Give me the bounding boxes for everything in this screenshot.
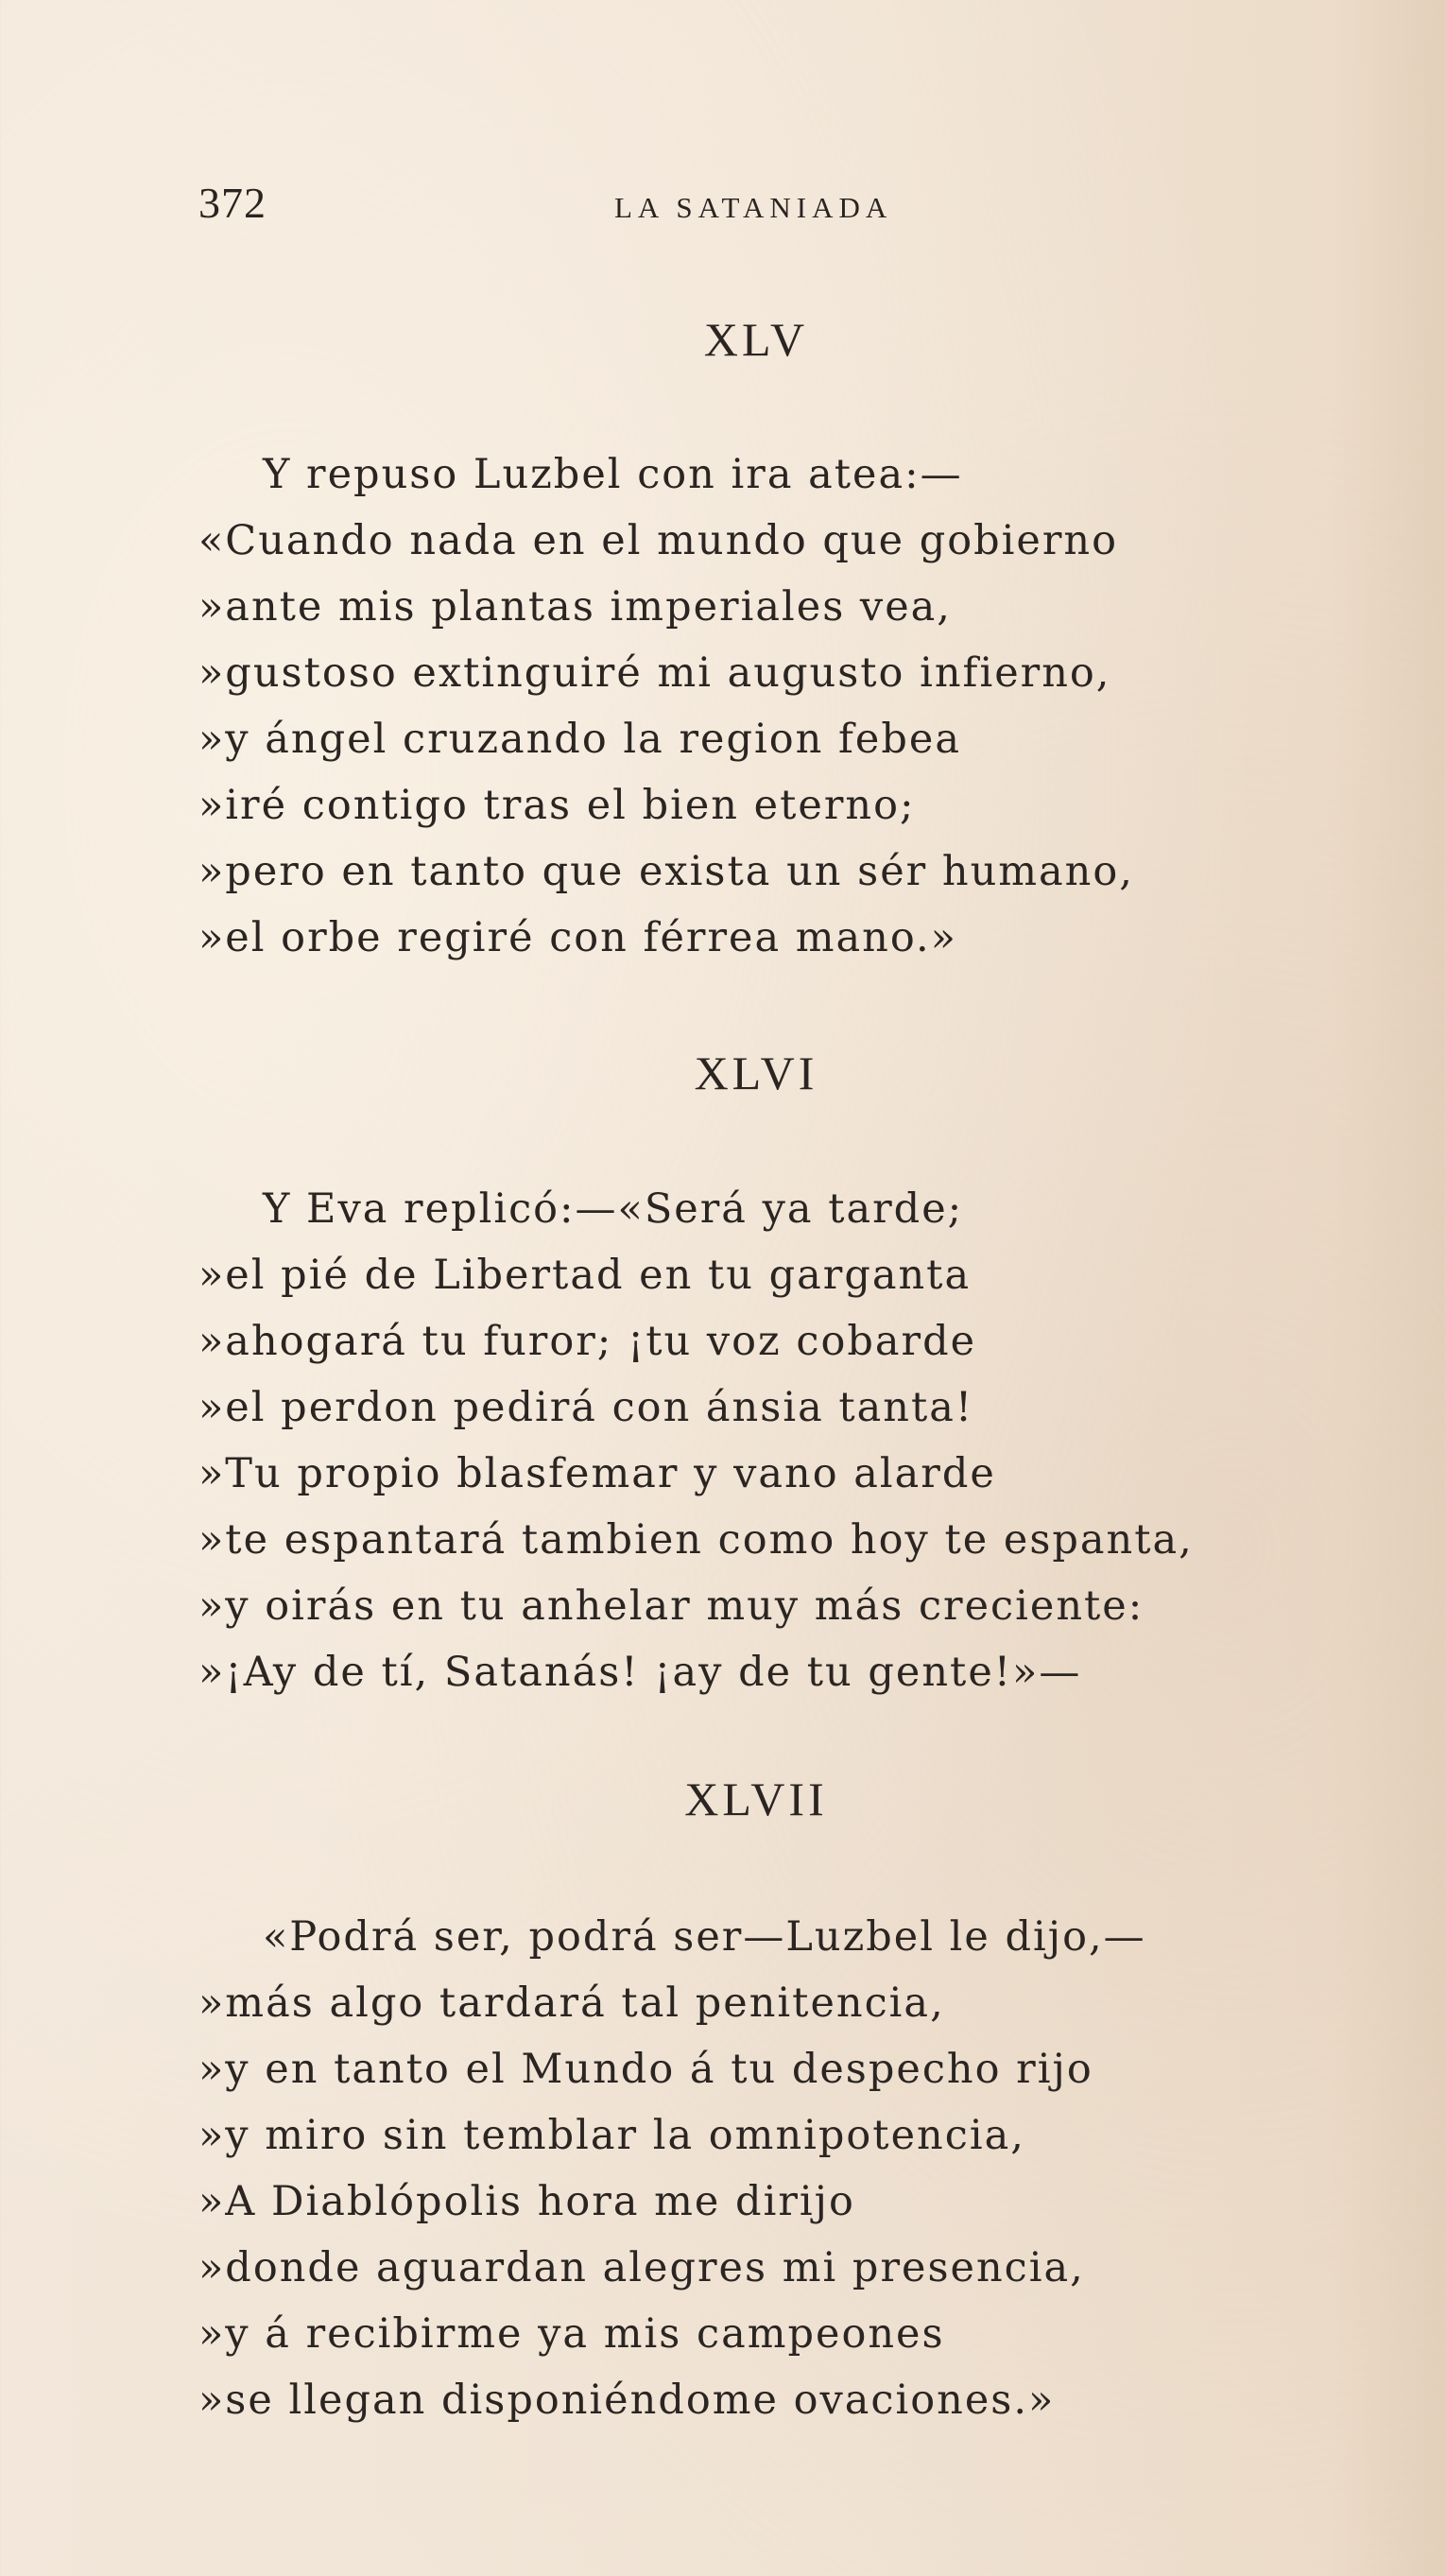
stanza <box>198 441 1134 971</box>
verse-line: Y Eva replicó:—«Será ya tarde; <box>263 1185 964 1233</box>
verse-line: »y en tanto el Mundo á tu despecho rijo <box>198 2046 1093 2093</box>
verse-line: »iré contigo tras el bien eterno; <box>198 782 916 829</box>
verse-line: «Cuando nada en el mundo que gobierno <box>198 517 1119 564</box>
stanza-heading: XLVI <box>694 1046 818 1099</box>
verse-line: »y ángel cruzando la region febea <box>198 716 961 763</box>
verse-line: »A Diablópolis hora me dirijo <box>198 2178 855 2225</box>
stanza-heading: XLVII <box>684 1772 828 1825</box>
stanza <box>198 1904 1146 2433</box>
verse-line: Y repuso Luzbel con ira atea:— <box>263 451 963 498</box>
verse-line: »¡Ay de tí, Satanás! ¡ay de tu gente!»— <box>198 1649 1082 1696</box>
verse-line: »pero en tanto que exista un sér humano, <box>198 848 1134 895</box>
page-number: 372 <box>198 179 267 227</box>
verse-line: »te espantará tambien como hoy te espanta, <box>198 1516 1194 1564</box>
verse-line: «Podrá ser, podrá ser—Luzbel le dijo,— <box>263 1913 1146 1961</box>
verse-line: »ante mis plantas imperiales vea, <box>198 583 952 631</box>
verse-line: »gustoso extinguiré mi augusto infierno, <box>198 649 1111 697</box>
verse-line: »el orbe regiré con férrea mano.» <box>198 914 957 961</box>
page-header <box>198 178 1144 234</box>
verse-line: »el pié de Libertad en tu garganta <box>198 1252 972 1299</box>
stanza-heading: XLV <box>703 313 809 366</box>
verse-line: »y á recibirme ya mis campeones <box>198 2310 945 2358</box>
verse-line: »y miro sin temblar la omnipotencia, <box>198 2112 1025 2159</box>
verse-line: »ahogará tu furor; ¡tu voz cobarde <box>198 1318 977 1365</box>
stanza <box>198 1176 1194 1705</box>
running-title: LA SATANIADA <box>614 191 893 224</box>
verse-line: »y oirás en tu anhelar muy más creciente: <box>198 1582 1145 1630</box>
verse-line: »Tu propio blasfemar y vano alarde <box>198 1450 996 1497</box>
verse-line: »donde aguardan alegres mi presencia, <box>198 2244 1085 2291</box>
verse-line: »el perdon pedirá con ánsia tanta! <box>198 1384 974 1431</box>
verse-line: »más algo tardará tal penitencia, <box>198 1980 945 2027</box>
verse-line: »se llegan disponiéndome ovaciones.» <box>198 2377 1056 2424</box>
